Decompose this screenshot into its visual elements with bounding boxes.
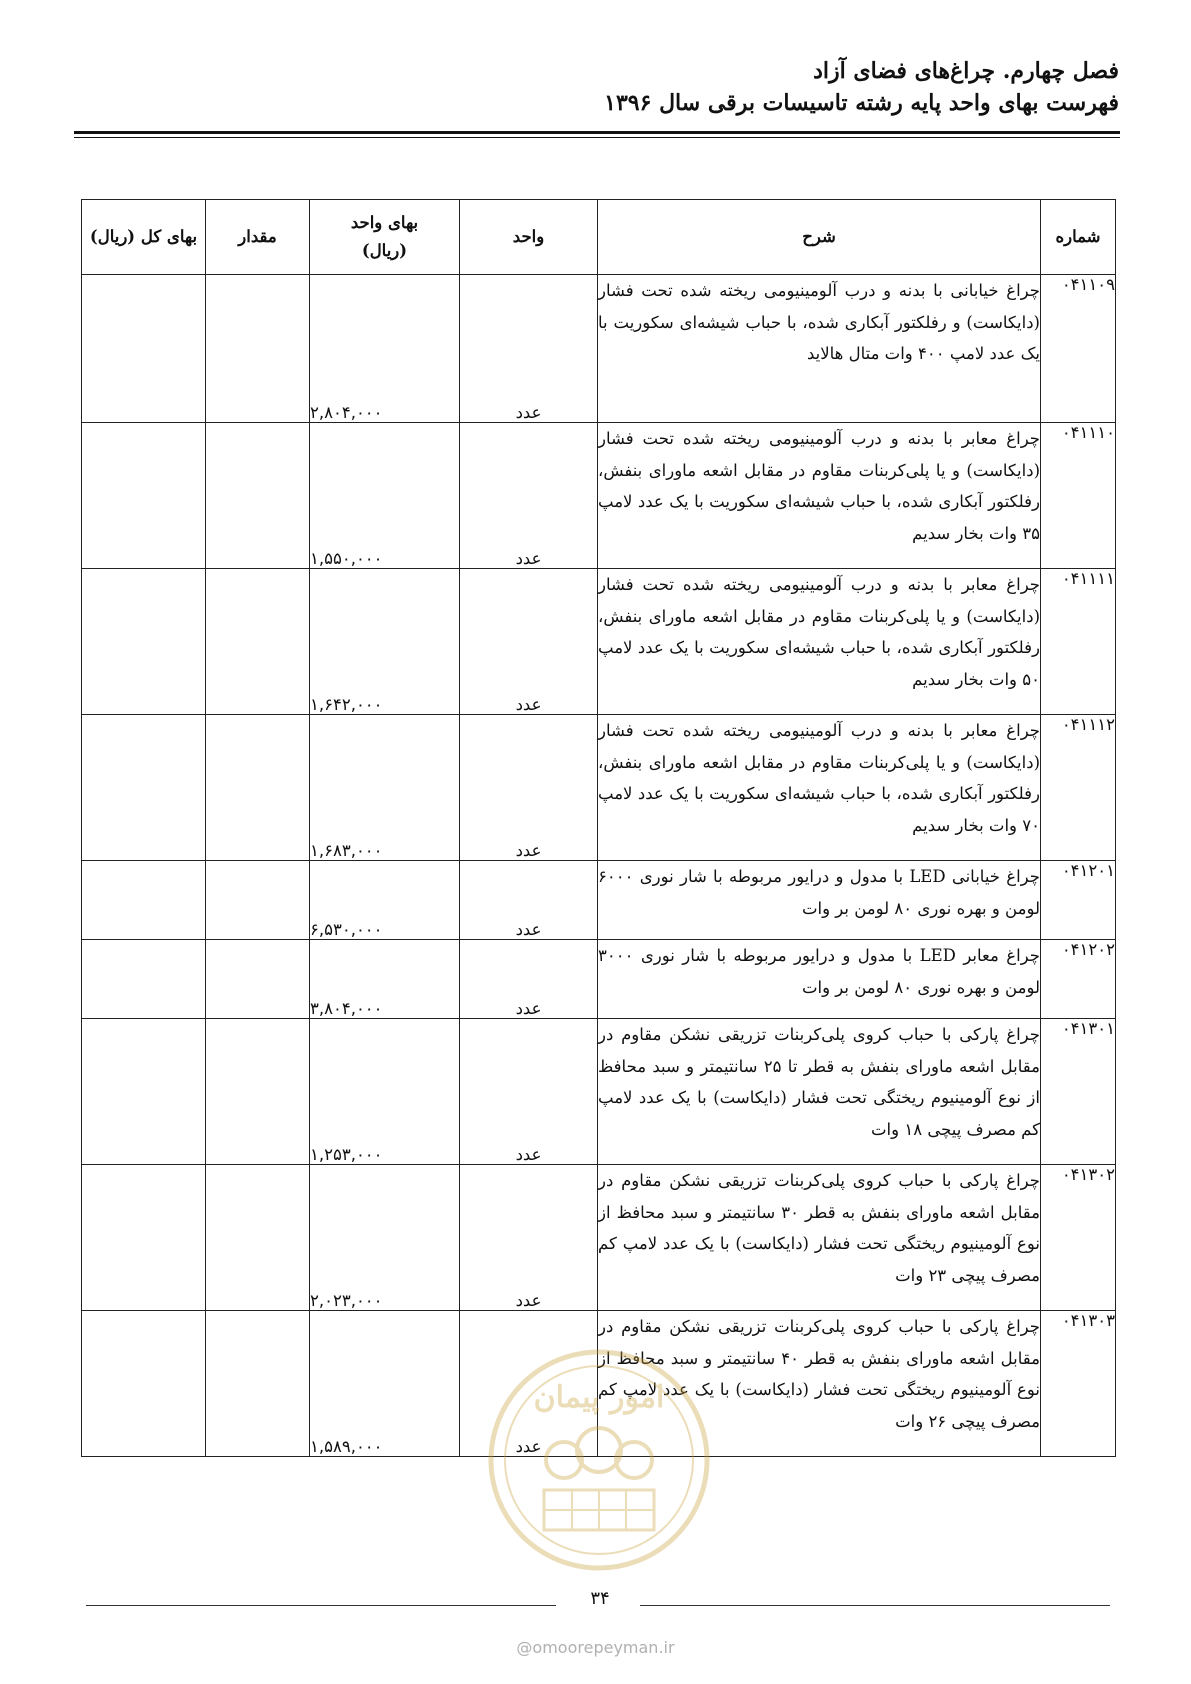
watermark-text: @omoorepeyman.ir	[516, 1638, 675, 1657]
row-unit-price: ۲,۸۰۴,۰۰۰	[310, 275, 460, 423]
row-unit: عدد	[460, 861, 598, 940]
row-unit-price: ۱,۵۵۰,۰۰۰	[310, 423, 460, 569]
row-quantity	[206, 1165, 310, 1311]
unit-price-currency: (ریال)	[361, 241, 408, 260]
row-unit: عدد	[460, 1311, 598, 1457]
row-quantity	[206, 423, 310, 569]
row-unit-price: ۱,۲۵۳,۰۰۰	[310, 1019, 460, 1165]
col-header-unit: واحد	[460, 200, 598, 275]
row-description: چراغ معابر با بدنه و درب آلومینیومی ریخته شده تحت فشار (دایکاست) و یا پلی‌کربنات مقاوم در مقابل اشعه ماورای بنفش، رفلکتور آبکاری شده، با حباب شیشه‌ای سکوریت با یک عدد لامپ ۷۰ وات بخار سدیم	[598, 715, 1041, 861]
row-unit: عدد	[460, 275, 598, 423]
col-header-unit-price	[310, 200, 460, 275]
row-quantity	[206, 861, 310, 940]
col-header-quantity: مقدار	[206, 200, 310, 275]
seal-text: امور پیمان	[533, 1380, 665, 1415]
row-description: چراغ معابر با بدنه و درب آلومینیومی ریخته شده تحت فشار (دایکاست) و یا پلی‌کربنات مقاوم در مقابل اشعه ماورای بنفش، رفلکتور آبکاری شده، با حباب شیشه‌ای سکوریت با یک عدد لامپ ۵۰ وات بخار سدیم	[598, 569, 1041, 715]
row-description: چراغ معابر با بدنه و درب آلومینیومی ریخته شده تحت فشار (دایکاست) و یا پلی‌کربنات مقاوم در مقابل اشعه ماورای بنفش، رفلکتور آبکاری شده، با حباب شیشه‌ای سکوریت با یک عدد لامپ ۳۵ وات بخار سدیم	[598, 423, 1041, 569]
row-total-price	[82, 569, 206, 715]
table-header-row	[82, 200, 1116, 275]
row-code: ۰۴۱۳۰۳	[1041, 1311, 1116, 1457]
row-unit-price: ۲,۰۲۳,۰۰۰	[310, 1165, 460, 1311]
footer-rule-left	[86, 1605, 556, 1606]
row-description: چراغ خیابانی LED با مدول و درایور مربوطه با شار نوری ۶۰۰۰ لومن و بهره نوری ۸۰ لومن بر وات	[598, 861, 1041, 940]
row-code: ۰۴۱۲۰۱	[1041, 861, 1116, 940]
row-unit: عدد	[460, 423, 598, 569]
table-row	[82, 940, 1116, 1019]
col-header-description: شرح	[598, 200, 1041, 275]
row-description: چراغ پارکی با حباب کروی پلی‌کربنات تزریقی نشکن مقاوم در مقابل اشعه ماورای بنفش به قطر ۴۰ سانتیمتر و سبد محافظ از نوع آلومینیوم ریختگی تحت فشار (دایکاست) با یک عدد لامپ کم مصرف پیچی ۲۶ وات	[598, 1311, 1041, 1457]
row-description: چراغ پارکی با حباب کروی پلی‌کربنات تزریقی نشکن مقاوم در مقابل اشعه ماورای بنفش به قطر ۳۰ سانتیمتر و سبد محافظ از نوع آلومینیوم ریختگی تحت فشار (دایکاست) با یک عدد لامپ کم مصرف پیچی ۲۳ وات	[598, 1165, 1041, 1311]
table-row	[82, 1311, 1116, 1457]
row-quantity	[206, 569, 310, 715]
row-quantity	[206, 940, 310, 1019]
row-unit: عدد	[460, 1165, 598, 1311]
row-quantity	[206, 715, 310, 861]
row-total-price	[82, 940, 206, 1019]
row-code: ۰۴۱۱۱۲	[1041, 715, 1116, 861]
table-row	[82, 423, 1116, 569]
table-row	[82, 1019, 1116, 1165]
row-total-price	[82, 1311, 206, 1457]
row-unit: عدد	[460, 1019, 598, 1165]
unit-price-label: بهای واحد	[350, 213, 419, 232]
row-code: ۰۴۱۱۱۰	[1041, 423, 1116, 569]
row-description: چراغ معابر LED با مدول و درایور مربوطه با شار نوری ۳۰۰۰ لومن و بهره نوری ۸۰ لومن بر وات	[598, 940, 1041, 1019]
row-unit-price: ۱,۵۸۹,۰۰۰	[310, 1311, 460, 1457]
page-header	[69, 56, 1119, 120]
row-code: ۰۴۱۱۰۹	[1041, 275, 1116, 423]
chapter-title: فصل چهارم. چراغ‌های فضای آزاد	[813, 58, 1119, 84]
page-number: ۳۴	[590, 1588, 610, 1609]
row-unit-price: ۶,۵۳۰,۰۰۰	[310, 861, 460, 940]
row-code: ۰۴۱۳۰۱	[1041, 1019, 1116, 1165]
row-total-price	[82, 1019, 206, 1165]
table-row	[82, 1165, 1116, 1311]
row-total-price	[82, 715, 206, 861]
table-row	[82, 569, 1116, 715]
price-list-table	[81, 199, 1116, 1457]
row-total-price	[82, 1165, 206, 1311]
col-header-total-price: بهای کل (ریال)	[82, 200, 206, 275]
row-quantity	[206, 1019, 310, 1165]
row-code: ۰۴۱۳۰۲	[1041, 1165, 1116, 1311]
col-header-code: شماره	[1041, 200, 1116, 275]
row-total-price	[82, 861, 206, 940]
table-row	[82, 275, 1116, 423]
row-unit-price: ۱,۶۸۳,۰۰۰	[310, 715, 460, 861]
header-rule-thin	[74, 137, 1120, 138]
row-description: چراغ خیابانی با بدنه و درب آلومینیومی ریخته شده تحت فشار (دایکاست) و رفلکتور آبکاری شده، با حباب شیشه‌ای سکوریت با یک عدد لامپ ۴۰۰ وات متال هالاید	[598, 275, 1041, 423]
row-code: ۰۴۱۲۰۲	[1041, 940, 1116, 1019]
row-unit-price: ۱,۶۴۲,۰۰۰	[310, 569, 460, 715]
row-total-price	[82, 275, 206, 423]
row-total-price	[82, 423, 206, 569]
row-unit-price: ۳,۸۰۴,۰۰۰	[310, 940, 460, 1019]
row-quantity	[206, 275, 310, 423]
table-row	[82, 861, 1116, 940]
footer-rule-right	[640, 1605, 1110, 1606]
header-rule-thick	[74, 131, 1120, 134]
list-title: فهرست بهای واحد پایه رشته تاسیسات برقی سال ۱۳۹۶	[604, 90, 1119, 116]
row-quantity	[206, 1311, 310, 1457]
table-row	[82, 715, 1116, 861]
row-unit: عدد	[460, 715, 598, 861]
row-unit: عدد	[460, 569, 598, 715]
row-code: ۰۴۱۱۱۱	[1041, 569, 1116, 715]
row-description: چراغ پارکی با حباب کروی پلی‌کربنات تزریقی نشکن مقاوم در مقابل اشعه ماورای بنفش به قطر تا ۲۵ سانتیمتر و سبد محافظ از نوع آلومینیوم ریختگی تحت فشار (دایکاست) با یک عدد لامپ کم مصرف پیچی ۱۸ وات	[598, 1019, 1041, 1165]
row-unit: عدد	[460, 940, 598, 1019]
